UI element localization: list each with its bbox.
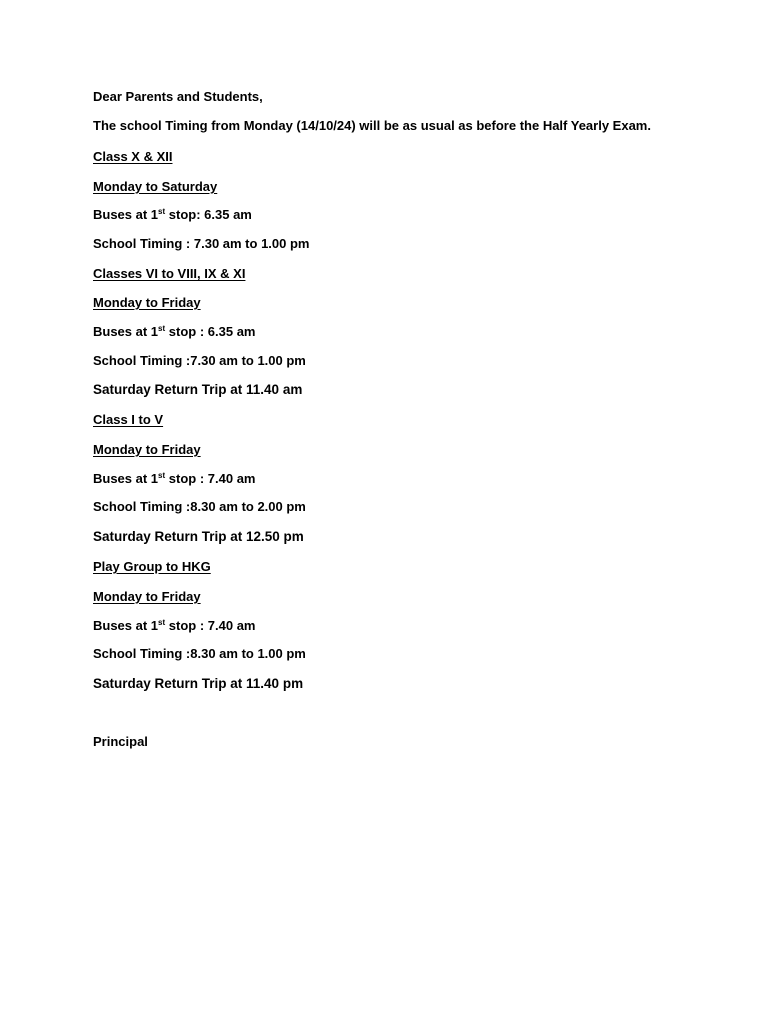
section-3-saturday: Saturday Return Trip at 12.50 pm bbox=[93, 529, 304, 544]
section-2-saturday: Saturday Return Trip at 11.40 am bbox=[93, 382, 303, 397]
section-4-timing: School Timing :8.30 am to 1.00 pm bbox=[93, 646, 306, 661]
signature: Principal bbox=[93, 734, 148, 749]
section-2-timing: School Timing :7.30 am to 1.00 pm bbox=[93, 353, 306, 368]
section-3-days: Monday to Friday bbox=[93, 442, 201, 457]
section-3-bus: Buses at 1st stop : 7.40 am bbox=[93, 471, 256, 486]
intro-text: The school Timing from Monday (14/10/24) will be as usual as before the Half Yearly Exam. bbox=[93, 118, 651, 133]
section-4-saturday: Saturday Return Trip at 11.40 pm bbox=[93, 676, 304, 691]
section-4-bus: Buses at 1st stop : 7.40 am bbox=[93, 618, 256, 633]
section-3-group: Class I to V bbox=[93, 412, 164, 427]
section-4-days: Monday to Friday bbox=[93, 589, 201, 604]
section-1-bus: Buses at 1st stop: 6.35 am bbox=[93, 207, 252, 222]
section-4-group: Play Group to HKG bbox=[93, 559, 211, 574]
section-3-timing: School Timing :8.30 am to 2.00 pm bbox=[93, 499, 306, 514]
section-1-timing: School Timing : 7.30 am to 1.00 pm bbox=[93, 236, 310, 251]
section-2-bus: Buses at 1st stop : 6.35 am bbox=[93, 324, 256, 339]
greeting: Dear Parents and Students, bbox=[93, 89, 263, 104]
section-1-days: Monday to Saturday bbox=[93, 179, 218, 194]
section-2-days: Monday to Friday bbox=[93, 295, 201, 310]
section-1-group: Class X & XII bbox=[93, 149, 173, 164]
section-2-group: Classes VI to VIII, IX & XI bbox=[93, 266, 246, 281]
